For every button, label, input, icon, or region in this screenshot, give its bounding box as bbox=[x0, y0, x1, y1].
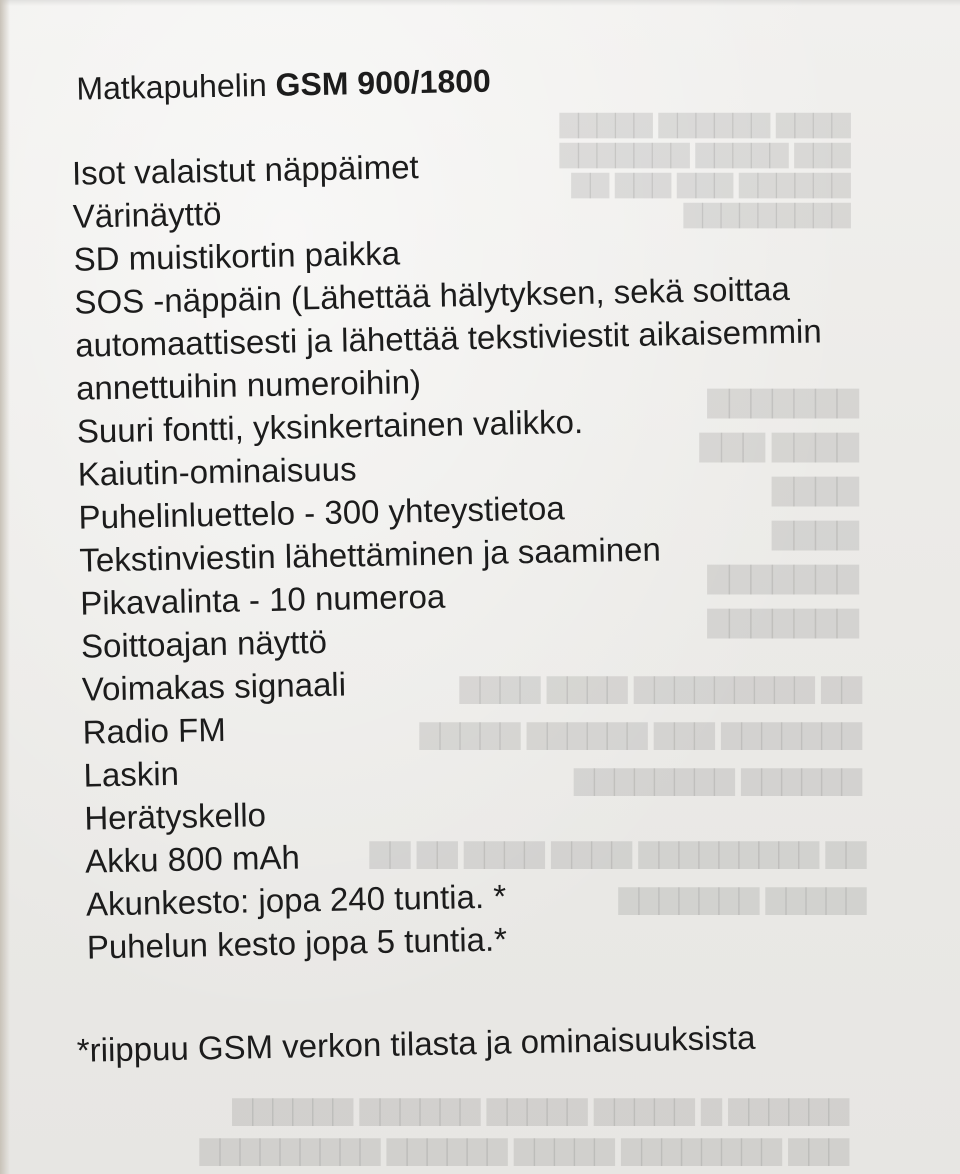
feature-item: Akku 800 mAh bbox=[84, 838, 301, 880]
paper-edge bbox=[0, 0, 10, 1174]
feature-item: Puhelun kesto jopa 5 tuntia.* bbox=[86, 920, 508, 966]
spec-sheet bbox=[56, 53, 955, 1071]
feature-item: Voimakas signaali bbox=[81, 665, 347, 708]
show-through-texture: ▇▇ ▇▇▇▇▇▇▇▇▇ ▇▇▇▇ ▇▇▇▇ ▇▇ ▇▇ ▇▇▇▇▇ ▇▇▇▇▇▇▇ bbox=[370, 838, 867, 914]
document-title bbox=[76, 53, 937, 108]
feature-item: Soittoajan näyttö bbox=[80, 622, 328, 665]
feature-item: Herätyskello bbox=[84, 796, 267, 837]
feature-item: Radio FM bbox=[82, 710, 227, 751]
feature-item: SOS -näppäin (Lähettää hälytyksen, sekä soittaa automaattisesti ja lähettää tekstiviestit aikaisemmin annettuihin numeroihin) bbox=[74, 269, 823, 407]
show-through-texture: ▇▇▇▇▇▇▇ ▇▇▇▇ ▇▇▇ ▇▇▇▇ ▇▇▇▇ ▇▇▇▇▇▇▇ ▇▇▇▇▇▇▇ bbox=[700, 386, 859, 637]
feature-item: Puhelinluettelo - 300 yhteystietoa bbox=[78, 489, 566, 536]
feature-item: Tekstinviestin lähettäminen ja saaminen bbox=[79, 530, 662, 579]
paper-fold-shadow bbox=[0, 0, 960, 6]
feature-item: Akunkesto: jopa 240 tuntia. * bbox=[85, 877, 507, 923]
feature-item: SD muistikortin paikka bbox=[73, 234, 401, 278]
show-through-texture: ▇▇▇▇ ▇▇▇▇▇▇ ▇▇▇▇▇ ▇▇▇ ▇▇▇▇▇ ▇▇▇▇▇▇▇ ▇▇▇▇▇▇ ▇▇▇ ▇▇▇ ▇▇ ▇▇▇▇▇▇▇▇▇ bbox=[560, 111, 851, 228]
title-model: GSM 900/1800 bbox=[275, 62, 492, 103]
feature-item: Suuri fontti, yksinkertainen valikko. bbox=[76, 402, 584, 450]
feature-list bbox=[58, 135, 954, 969]
show-through-texture: ▇▇▇▇▇▇ ▇ ▇▇▇▇▇ ▇▇▇▇▇ ▇▇▇▇▇▇ ▇▇▇▇▇▇ ▇▇▇ ▇▇▇▇▇▇▇▇ ▇▇▇▇▇ ▇▇▇▇▇▇ ▇▇▇▇▇▇▇▇▇ bbox=[200, 1095, 849, 1165]
feature-item: Värinäyttö bbox=[72, 194, 222, 235]
feature-item: Laskin bbox=[83, 754, 180, 794]
footnote: *riippuu GSM verkon tilasta ja ominaisuuksista bbox=[76, 1018, 756, 1069]
show-through-texture: ▇▇ ▇▇▇▇▇▇▇▇▇ ▇▇▇▇ ▇▇▇▇ ▇▇▇▇▇▇▇ ▇▇▇ ▇▇▇▇▇▇ ▇▇▇▇▇ ▇▇▇▇▇▇ ▇▇▇▇▇▇▇▇ bbox=[420, 673, 862, 795]
feature-item: Kaiutin-ominaisuus bbox=[77, 450, 357, 493]
feature-item: Isot valaistut näppäimet bbox=[71, 148, 419, 192]
title-prefix: Matkapuhelin bbox=[76, 66, 268, 107]
feature-item: Pikavalinta - 10 numeroa bbox=[79, 577, 446, 622]
